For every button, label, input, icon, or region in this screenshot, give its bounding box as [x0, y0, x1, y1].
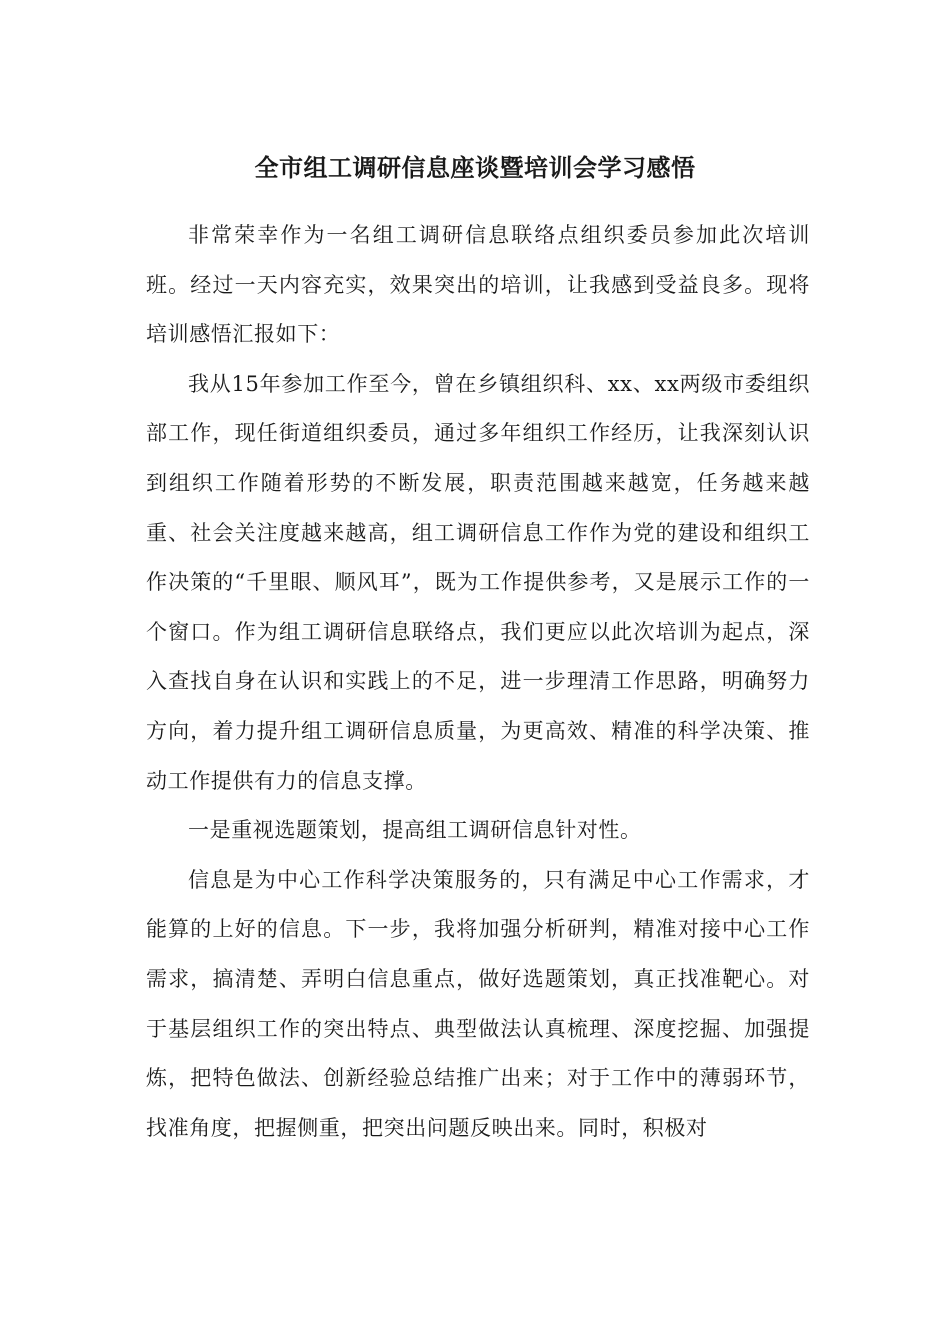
- paragraph-experience: 我从15年参加工作至今，曾在乡镇组织科、xx、xx两级市委组织部工作，现任街道组织委员，通过多年组织工作经历，让我深刻认识到组织工作随着形势的不断发展，职责范围越来越宽，任务越来越重、社会关注度越来越高，组工调研信息工作作为党的建设和组织工作决策的“千里眼、顺风耳”，既为工作提供参考，又是展示工作的一个窗口。作为组工调研信息联络点，我们更应以此次培训为起点，深入查找自身在认识和实践上的不足，进一步理清工作思路，明确努力方向，着力提升组工调研信息质量，为更高效、精准的科学决策、推动工作提供有力的信息支撑。: [146, 371, 810, 793]
- paragraph-point-one-detail: 信息是为中心工作科学决策服务的，只有满足中心工作需求，才能算的上好的信息。下一步，我将加强分析研判，精准对接中心工作需求，搞清楚、弄明白信息重点，做好选题策划，真正找准靶心。对于基层组织工作的突出特点、典型做法认真梳理、深度挖掘、加强提炼，把特色做法、创新经验总结推广出来；对于工作中的薄弱环节，找准角度，把握侧重，把突出问题反映出来。同时，积极对: [146, 867, 810, 1140]
- paragraph-point-one-heading: 一是重视选题策划，提高组工调研信息针对性。: [188, 818, 642, 843]
- paragraph-intro: 非常荣幸作为一名组工调研信息联络点组织委员参加此次培训班。经过一天内容充实，效果突出的培训，让我感到受益良多。现将培训感悟汇报如下：: [146, 223, 810, 347]
- document-title: 全市组工调研信息座谈暨培训会学习感悟: [254, 153, 696, 182]
- document-body: [146, 211, 810, 1153]
